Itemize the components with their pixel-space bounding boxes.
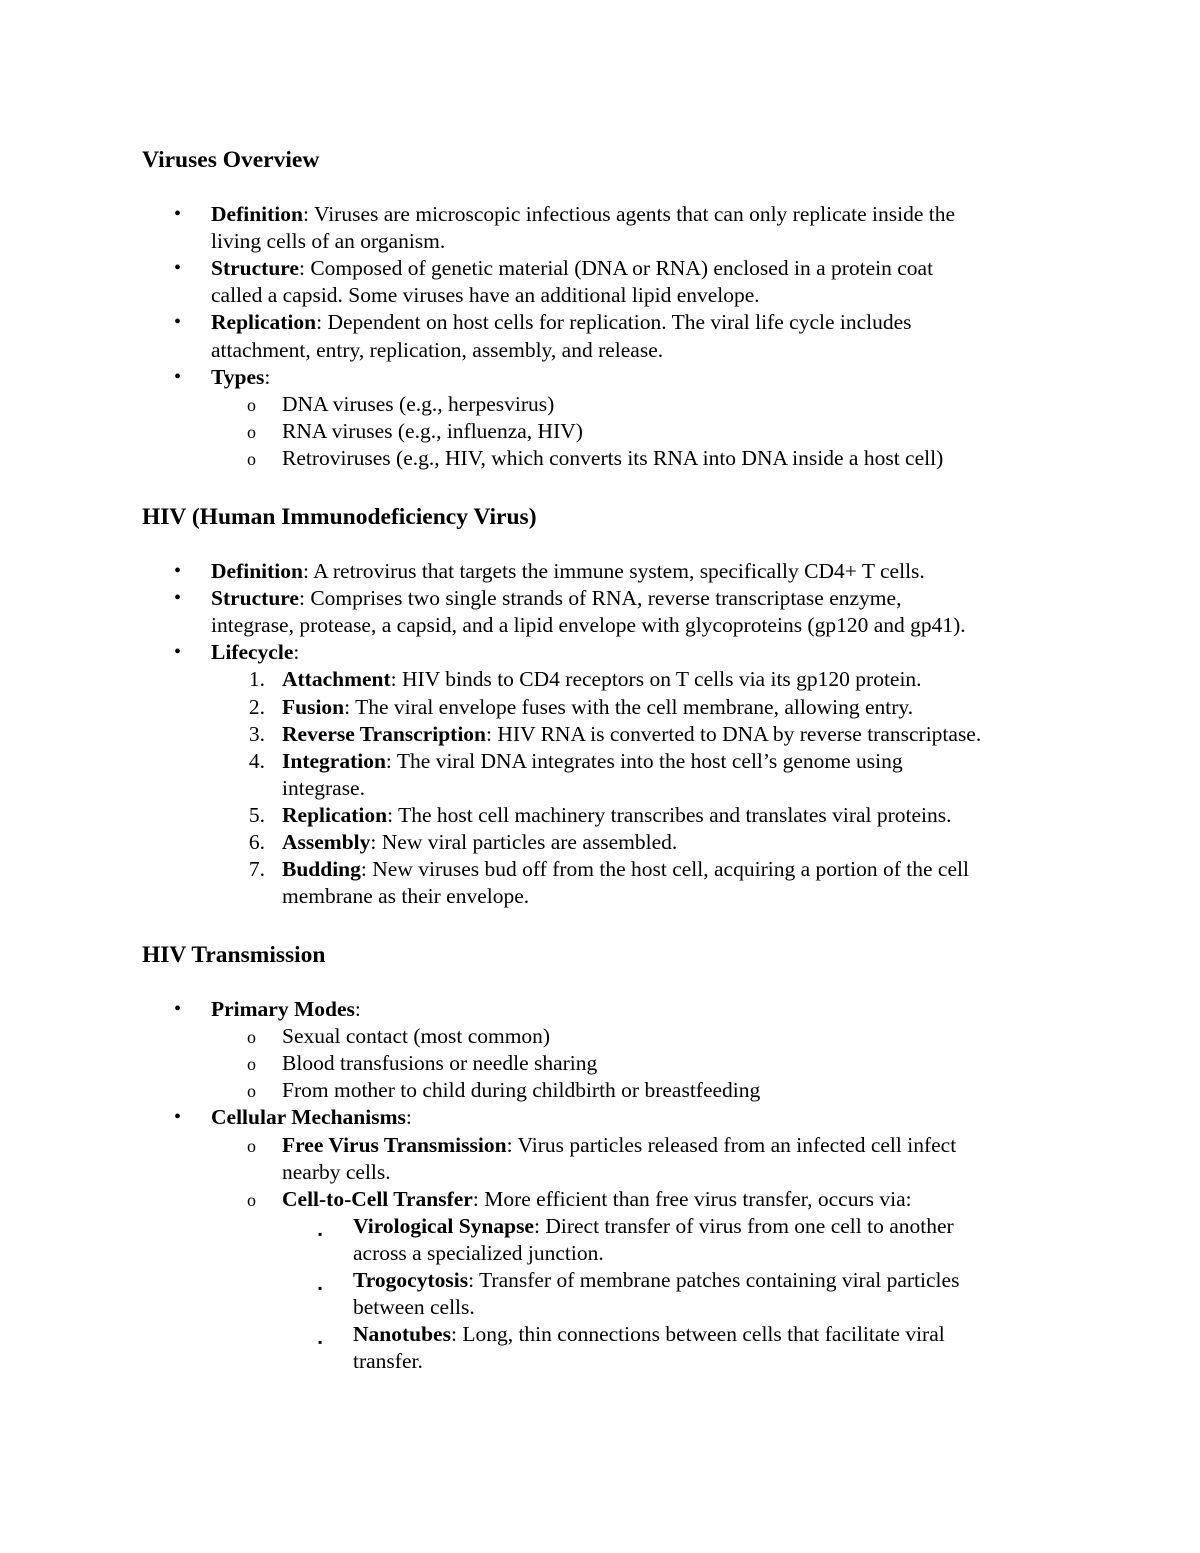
circle-bullet-icon: o (247, 1081, 256, 1102)
square-bullet-icon: ▪ (318, 1226, 323, 1241)
item-label: Fusion (282, 694, 345, 719)
bullet-icon: • (174, 203, 182, 225)
item-description: The viral DNA integrates into the host cell’s genome using (396, 748, 903, 773)
circle-bullet-icon: o (247, 1135, 256, 1156)
item-label: Lifecycle (211, 640, 294, 665)
item-text: Attachment: HIV binds to CD4 receptors on T cells via its gp120 protein. (282, 667, 922, 692)
item-label: Cellular Mechanisms (211, 1105, 406, 1130)
item-text (282, 1050, 597, 1077)
item-text: Definition: Viruses are microscopic infectious agents that can only replicate inside the (211, 202, 956, 226)
step-number: 1. (248, 667, 265, 692)
item-text: Trogocytosis: Transfer of membrane patches containing viral particles (353, 1268, 960, 1292)
item-text: Assembly: New viral particles are assembled. (282, 830, 678, 854)
step-number: 5. (248, 802, 265, 827)
item-text (282, 1077, 760, 1104)
step-number: 2. (248, 694, 265, 719)
item-description: RNA viruses (e.g., influenza, HIV) (282, 418, 583, 443)
circle-bullet-icon: o (247, 1027, 256, 1048)
item-label: Reverse Transcription (282, 721, 487, 746)
item-text (282, 391, 554, 418)
item-description: HIV binds to CD4 receptors on T cells via its gp120 protein. (402, 667, 922, 692)
item-label: Nanotubes (353, 1322, 451, 1347)
item-text: Fusion: The viral envelope fuses with the cell membrane, allowing entry. (282, 694, 914, 719)
item-text: Replication: Dependent on host cells for replication. The viral life cycle includes (211, 310, 912, 335)
step-number: 3. (248, 721, 265, 746)
step-number: 7. (248, 857, 265, 882)
item-text (211, 612, 966, 639)
item-text: Reverse Transcription: HIV RNA is converted to DNA by reverse transcriptase. (282, 721, 982, 746)
item-description: Composed of genetic material (DNA or RNA) enclosed in a protein coat (310, 256, 934, 281)
item-label: Replication (211, 310, 317, 335)
square-bullet-icon: ▪ (318, 1335, 323, 1350)
item-text: Free Virus Transmission: Virus particles released from an infected cell infect (282, 1132, 957, 1157)
item-description: integrase. (282, 775, 365, 800)
item-text: Nanotubes: Long, thin connections between cells that facilitate viral (353, 1322, 945, 1347)
item-text: Cellular Mechanisms: (211, 1105, 412, 1130)
bullet-icon: • (174, 560, 182, 582)
item-description: The host cell machinery transcribes and translates viral proteins. (398, 802, 952, 827)
section-heading: HIV (Human Immunodeficiency Virus) (142, 504, 537, 530)
item-text: Structure: Comprises two single strands of RNA, reverse transcriptase enzyme, (211, 586, 902, 611)
item-description: Viruses are microscopic infectious agents that can only replicate inside the (313, 202, 956, 226)
circle-bullet-icon: o (247, 1189, 256, 1210)
section-heading: HIV Transmission (142, 942, 326, 968)
item-text (353, 1294, 475, 1321)
item-label: Definition (211, 202, 303, 226)
item-text: Virological Synapse: Direct transfer of virus from one cell to another (353, 1213, 954, 1238)
item-text (211, 228, 445, 255)
bullet-icon: • (174, 1106, 182, 1129)
item-text (353, 1240, 604, 1267)
item-label: Structure (211, 586, 299, 611)
item-text (211, 282, 760, 309)
item-description: living cells of an organism. (211, 229, 446, 254)
item-description: between cells. (353, 1295, 475, 1320)
item-description: Blood transfusions or needle sharing (282, 1051, 598, 1076)
item-label: Cell-to-Cell Transfer (282, 1186, 473, 1211)
item-text (211, 337, 663, 364)
item-text: Definition: A retrovirus that targets the immune system, specifically CD4+ T cells. (211, 559, 925, 583)
item-label: Replication (282, 802, 388, 827)
item-text: Cell-to-Cell Transfer: More efficient than free virus transfer, occurs via: (282, 1186, 912, 1211)
item-description: nearby cells. (282, 1159, 391, 1184)
bullet-icon: • (174, 365, 182, 388)
item-description: transfer. (353, 1349, 423, 1374)
item-text (282, 418, 583, 445)
item-label: Types (211, 364, 265, 389)
item-description: attachment, entry, replication, assembly, and release. (211, 337, 664, 362)
item-label: Trogocytosis (353, 1268, 469, 1292)
circle-bullet-icon: o (247, 448, 256, 469)
bullet-icon: • (174, 998, 182, 1020)
item-text (282, 445, 943, 472)
item-description: DNA viruses (e.g., herpesvirus) (282, 391, 555, 416)
step-number: 4. (248, 748, 265, 773)
item-text (282, 1159, 391, 1186)
item-description: More efficient than free virus transfer, occurs via: (484, 1186, 912, 1211)
bullet-icon: • (174, 587, 182, 610)
circle-bullet-icon: o (247, 421, 256, 442)
item-description: New viruses bud off from the host cell, acquiring a portion of the cell (372, 857, 969, 882)
item-description: The viral envelope fuses with the cell membrane, allowing entry. (355, 694, 914, 719)
item-text (282, 1023, 550, 1050)
item-label: Virological Synapse (353, 1213, 534, 1238)
item-description: across a specialized junction. (353, 1240, 604, 1265)
item-label: Assembly (282, 830, 371, 854)
item-label: Structure (211, 256, 299, 281)
square-bullet-icon: ▪ (318, 1281, 323, 1295)
item-description: Retroviruses (e.g., HIV, which converts its RNA into DNA inside a host cell) (282, 445, 944, 470)
item-description: membrane as their envelope. (282, 884, 530, 909)
item-description: Transfer of membrane patches containing viral particles (479, 1268, 960, 1292)
circle-bullet-icon: o (247, 1054, 256, 1075)
item-description: Comprises two single strands of RNA, reverse transcriptase enzyme, (310, 586, 902, 611)
item-description: Dependent on host cells for replication. The viral life cycle includes (327, 310, 912, 335)
item-text: Replication: The host cell machinery transcribes and translates viral proteins. (282, 802, 952, 827)
item-text: Types: (211, 364, 271, 389)
bullet-icon: • (174, 257, 182, 280)
item-text: Structure: Composed of genetic material (DNA or RNA) enclosed in a protein coat (211, 256, 934, 281)
item-text (353, 1348, 423, 1375)
circle-bullet-icon: o (247, 394, 256, 415)
item-description: HIV RNA is converted to DNA by reverse transcriptase. (497, 721, 982, 746)
item-text: Budding: New viruses bud off from the host cell, acquiring a portion of the cell (282, 857, 969, 882)
item-description: integrase, protease, a capsid, and a lipid envelope with glycoproteins (gp120 and gp41). (211, 613, 966, 638)
step-number: 6. (248, 830, 265, 854)
item-label: Definition (211, 559, 303, 583)
item-description: Direct transfer of virus from one cell to another (545, 1213, 954, 1238)
item-description: From mother to child during childbirth or breastfeeding (282, 1078, 761, 1103)
item-description: New viral particles are assembled. (381, 830, 678, 854)
item-text (282, 775, 365, 802)
item-description: A retrovirus that targets the immune system, specifically CD4+ T cells. (313, 559, 925, 583)
section-heading: Viruses Overview (142, 147, 320, 173)
item-description: called a capsid. Some viruses have an additional lipid envelope. (211, 283, 760, 308)
bullet-icon: • (174, 311, 182, 334)
item-description: Long, thin connections between cells that facilitate viral (462, 1322, 945, 1347)
item-label: Attachment (282, 667, 391, 692)
item-text: Primary Modes: (211, 997, 361, 1021)
item-label: Budding (282, 857, 361, 882)
item-description: Virus particles released from an infected cell infect (517, 1132, 957, 1157)
item-label: Free Virus Transmission (282, 1132, 507, 1157)
item-label: Primary Modes (211, 997, 355, 1021)
bullet-icon: • (174, 641, 182, 664)
item-text (282, 883, 529, 910)
item-text: Lifecycle: (211, 640, 300, 665)
item-label: Integration (282, 748, 386, 773)
item-description: Sexual contact (most common) (282, 1024, 551, 1049)
item-text: Integration: The viral DNA integrates into the host cell’s genome using (282, 748, 903, 773)
